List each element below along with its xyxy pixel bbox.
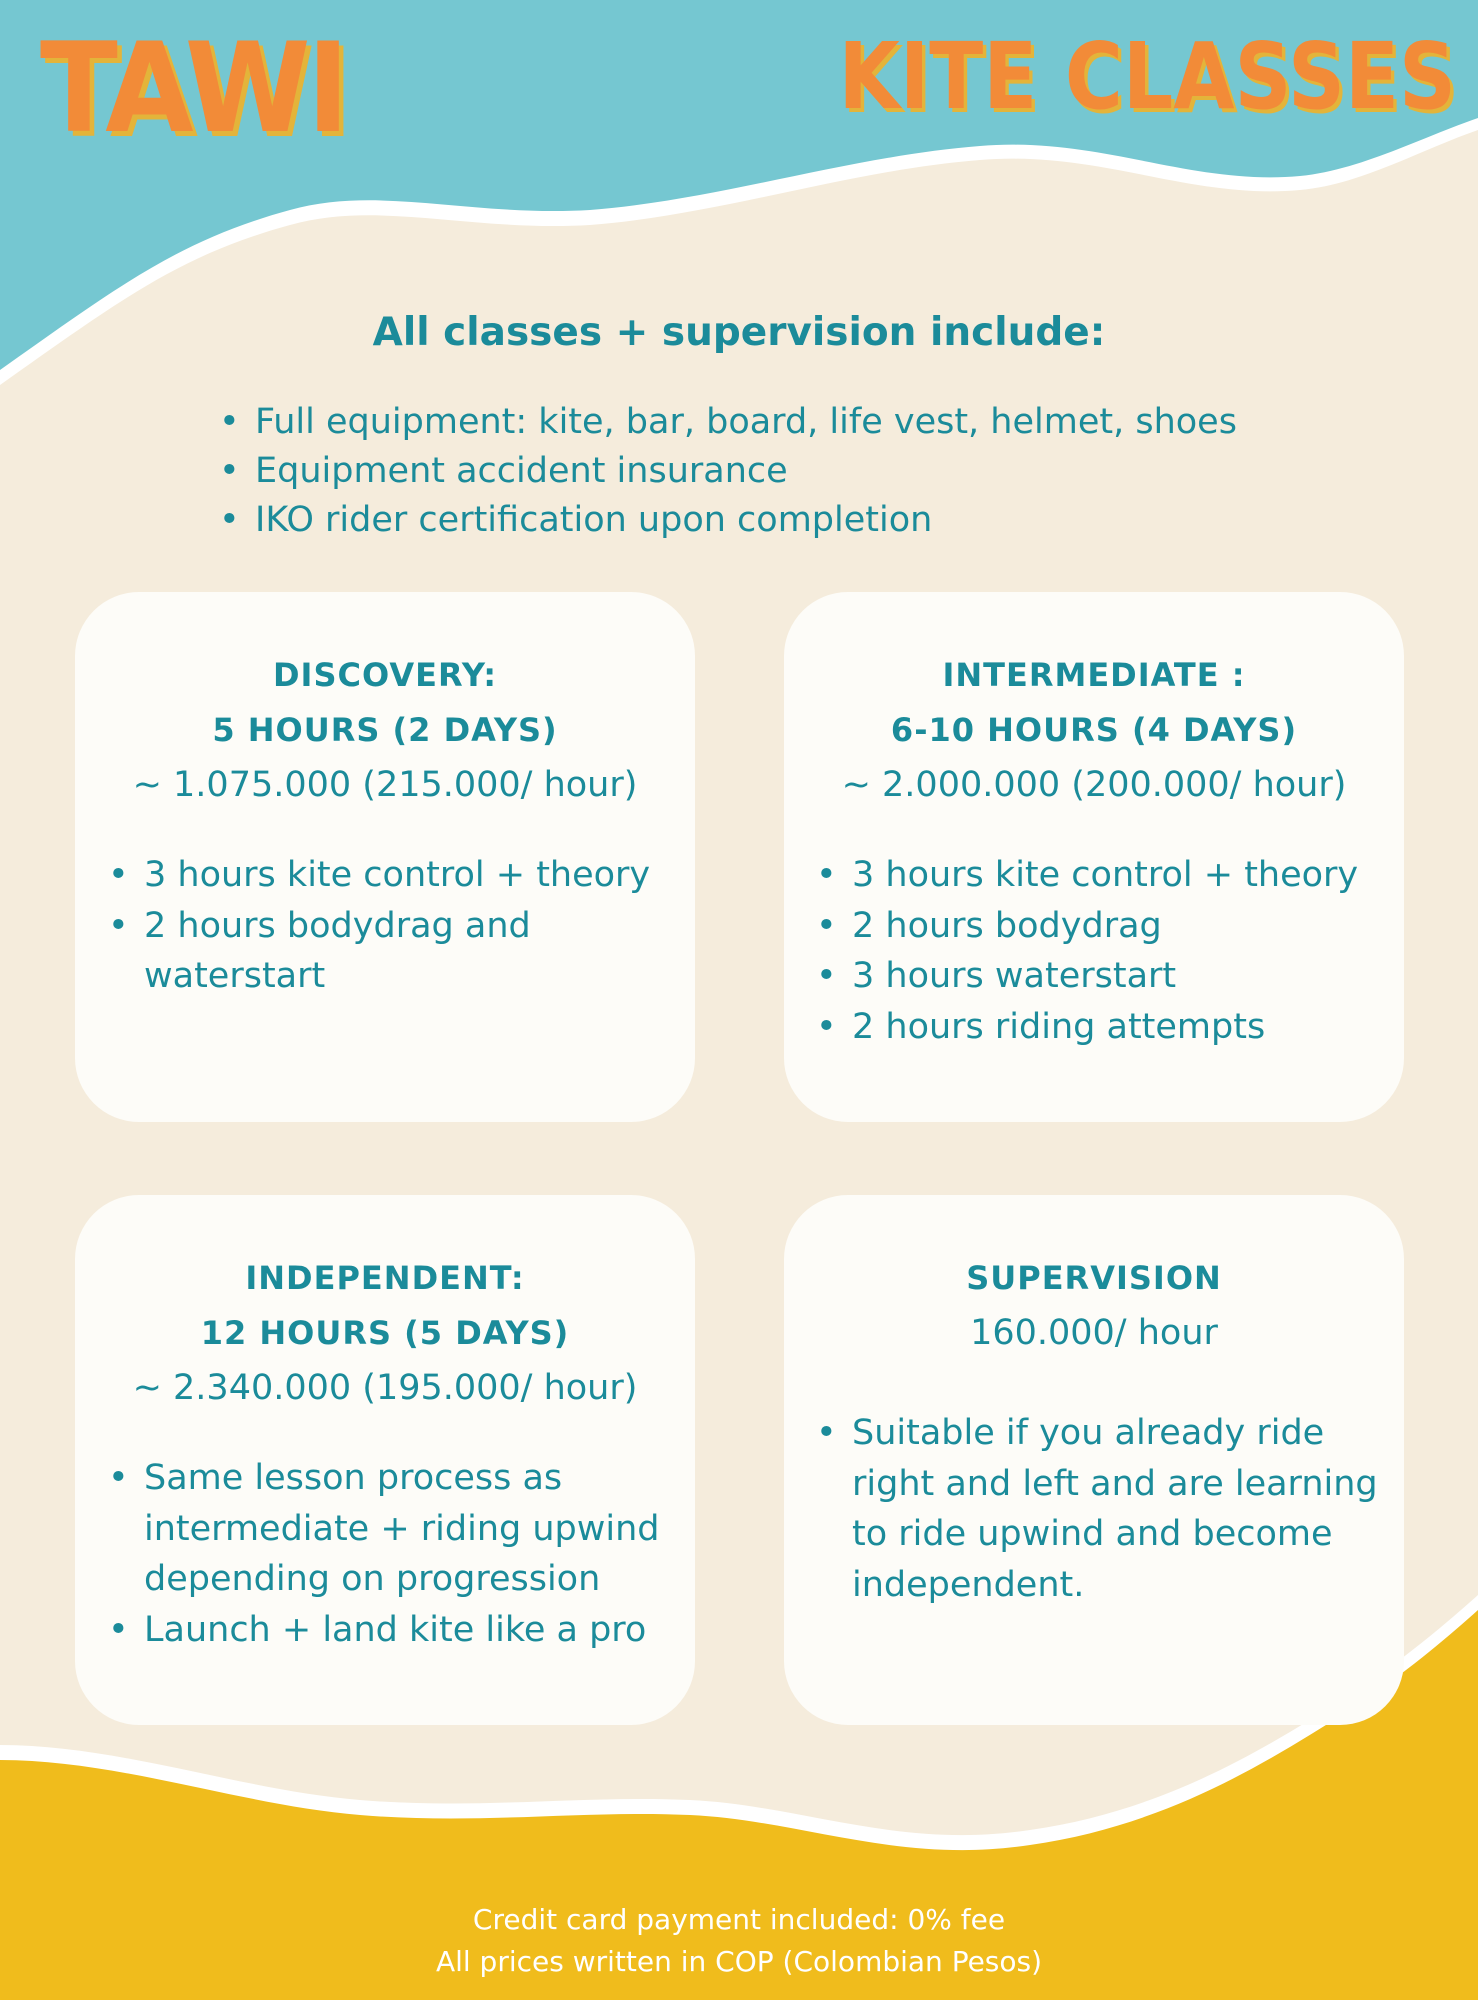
card-title: DISCOVERY: [272, 656, 498, 694]
card-intermediate [784, 592, 1404, 1122]
card-item: • 2 hours bodydrag [852, 901, 1382, 952]
card-item: • 3 hours waterstart [852, 951, 1382, 1002]
intro-heading: All classes + supervision include: [372, 310, 1106, 355]
card-price: ~ 2.340.000 (195.000/ hour) [132, 1368, 638, 1408]
card-title: INDEPENDENT: [245, 1259, 525, 1297]
card-item: • 3 hours kite control + theory [144, 850, 664, 901]
footer [0, 1899, 1478, 1983]
card-items [144, 850, 664, 1002]
intro-item: • Equipment accident insurance [255, 447, 1237, 496]
card-price: ~ 2.000.000 (200.000/ hour) [841, 765, 1347, 805]
card-item: • Launch + land kite like a pro [144, 1605, 674, 1656]
card-items [852, 850, 1382, 1052]
card-duration: 5 HOURS (2 DAYS) [212, 711, 558, 749]
intro-list [255, 398, 1237, 545]
card-price: ~ 1.075.000 (215.000/ hour) [132, 765, 638, 805]
footer-currency-note: All prices written in COP (Colombian Pesos) [435, 1945, 1043, 1978]
card-supervision [784, 1195, 1404, 1725]
intro-item: • Full equipment: kite, bar, board, life vest, helmet, shoes [255, 398, 1237, 447]
card-independent [75, 1195, 695, 1725]
card-item: • Suitable if you already ride right and left and are learning to ride upwind and become independent. [852, 1408, 1397, 1610]
card-title: SUPERVISION [966, 1259, 1222, 1297]
card-item: • 2 hours bodydrag and waterstart [144, 901, 574, 1002]
logo: TAWI [40, 17, 346, 161]
card-item: • Same lesson process as intermediate + riding upwind depending on progression [144, 1453, 674, 1605]
card-duration: 12 HOURS (5 DAYS) [200, 1314, 570, 1352]
page-title: KITE CLASSES [838, 23, 1456, 130]
card-price: 160.000/ hour [970, 1313, 1218, 1353]
card-items [144, 1453, 674, 1655]
footer-payment-note: Credit card payment included: 0% fee [472, 1903, 1006, 1936]
card-items [852, 1408, 1397, 1610]
card-title: INTERMEDIATE : [942, 656, 1246, 694]
card-item: • 2 hours riding attempts [852, 1002, 1382, 1053]
card-duration: 6-10 HOURS (4 DAYS) [890, 711, 1298, 749]
card-item: • 3 hours kite control + theory [852, 850, 1382, 901]
card-discovery [75, 592, 695, 1122]
intro-item: • IKO rider certification upon completion [255, 496, 1237, 545]
